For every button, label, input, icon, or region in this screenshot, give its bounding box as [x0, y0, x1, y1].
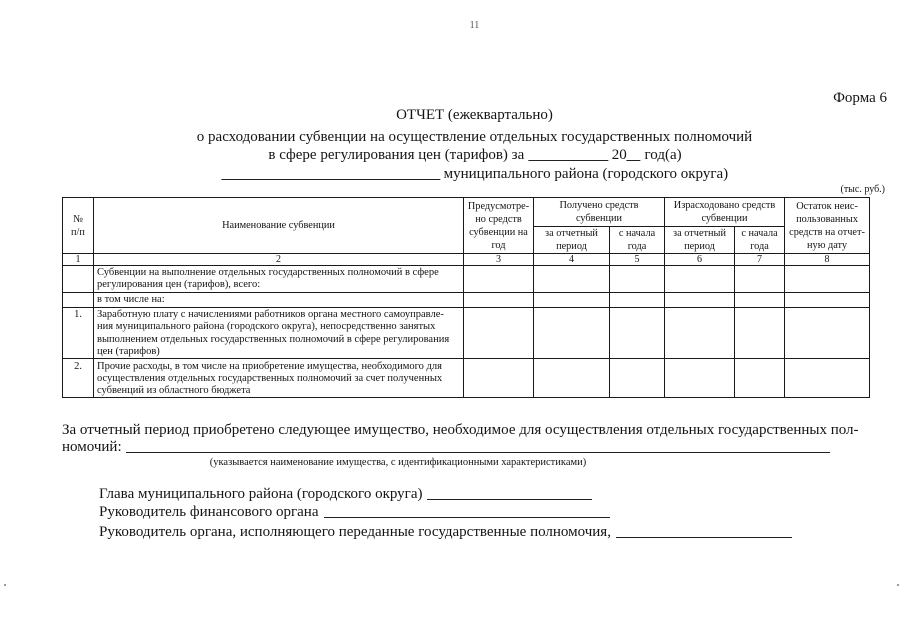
header-subline: года [627, 241, 647, 252]
header-name-label: Наименование субвенции [222, 220, 335, 231]
cell-received-period [534, 359, 610, 398]
column-number: 6 [665, 254, 735, 266]
property-note-line2 [62, 439, 830, 456]
row-name-line: Заработную плату с начислениями работников органа местного самоуправле- [97, 308, 444, 320]
header-balance-line: ную дату [807, 239, 848, 251]
header-cell-received [534, 198, 665, 227]
header-spent-line: субвенции [701, 213, 748, 224]
cell-received-ytd [610, 292, 665, 307]
header-received-line: субвенции [575, 213, 623, 224]
cell-planned [464, 292, 534, 307]
column-number: 1 [63, 254, 94, 266]
cell-spent-ytd [735, 266, 785, 293]
header-subline: года [750, 241, 769, 252]
scan-mark [4, 584, 6, 586]
cell-spent-period [665, 359, 735, 398]
signature-head-label: Глава муниципального района (городского округа) [99, 486, 423, 502]
row-number-cell [63, 266, 94, 293]
municipality-blank [221, 169, 440, 180]
cell-spent-period [665, 292, 735, 307]
column-number: 8 [785, 254, 870, 266]
property-caption: (указывается наименование имущества, с идентификационными характеристиками) [209, 457, 587, 468]
property-note-line1: За отчетный период приобретено следующее имущество, необходимое для осуществления отдельных государственных пол- [62, 422, 859, 438]
header-row [63, 198, 870, 227]
signature-executor [99, 524, 792, 541]
row-name-cell [94, 307, 464, 359]
municipality-line-suffix: муниципального района (городского округа) [443, 166, 729, 182]
cell-spent-period [665, 307, 735, 359]
cell-planned [464, 266, 534, 293]
header-balance-line: пользованных [796, 213, 858, 225]
header-received-line: Получено средств [559, 200, 639, 211]
header-cell-balance [785, 198, 870, 254]
header-num-line: № [73, 213, 83, 225]
column-number: 4 [534, 254, 610, 266]
property-note-line2-text: номочий: [62, 439, 122, 455]
header-cell-spent [665, 198, 785, 227]
cell-received-ytd [610, 266, 665, 293]
property-blank [126, 442, 830, 453]
cell-received-ytd [610, 307, 665, 359]
column-number: 5 [610, 254, 665, 266]
header-planned-line: но средств [475, 213, 522, 225]
period-line [268, 147, 681, 164]
cell-spent-ytd [735, 292, 785, 307]
signature-executor-label: Руководитель органа, исполняющего переданные государственные полномочия, [99, 524, 611, 540]
table-row-including [63, 292, 870, 307]
cell-received-ytd [610, 359, 665, 398]
header-planned-line: год [491, 239, 506, 251]
cell-planned [464, 359, 534, 398]
row-name-line: выполнением отдельных государственных полномочий в сфере регулирования [97, 333, 450, 345]
header-cell-name [94, 198, 464, 254]
row-name-cell [94, 266, 464, 293]
scan-mark [897, 584, 899, 586]
period-year-prefix: 20 [611, 147, 627, 163]
header-planned-line: субвенции на [469, 226, 528, 238]
cell-balance [785, 307, 870, 359]
row-name-line: Прочие расходы, в том числе на приобретение имущества, необходимого для [97, 361, 442, 373]
row-number-cell: 1. [63, 307, 94, 359]
cell-received-period [534, 307, 610, 359]
cell-spent-period [665, 266, 735, 293]
signature-head-blank [427, 489, 592, 500]
header-subline: период [684, 241, 715, 252]
cell-balance [785, 266, 870, 293]
cell-spent-ytd [735, 359, 785, 398]
column-numbers-row [63, 254, 870, 266]
row-number-cell: 2. [63, 359, 94, 398]
form-label: Форма 6 [833, 90, 887, 106]
signature-finance-blank [324, 507, 610, 518]
table-row [63, 359, 870, 398]
row-name-line: осуществления отдельных государственных полномочий за счет полученных [97, 373, 443, 385]
row-number-cell [63, 292, 94, 307]
header-cell-planned [464, 198, 534, 254]
table-row-total [63, 266, 870, 293]
signature-finance [99, 504, 610, 521]
header-spent-line: Израсходовано средств [673, 200, 776, 211]
report-subtitle: о расходовании субвенции на осуществление отдельных государственных полномочий [196, 129, 753, 145]
row-name-line: в том числе на: [97, 293, 165, 305]
header-num-line: п/п [71, 226, 85, 238]
cell-received-period [534, 266, 610, 293]
page-number: 11 [469, 20, 480, 31]
header-cell-spent-period [665, 227, 735, 254]
period-blank [528, 150, 608, 161]
signature-executor-blank [616, 527, 792, 538]
header-cell-received-period [534, 227, 610, 254]
header-cell-num [63, 198, 94, 254]
header-planned-line: Предусмотре- [467, 200, 530, 212]
units-label: (тыс. руб.) [840, 184, 885, 195]
header-cell-received-ytd [610, 227, 665, 254]
municipality-line [221, 166, 728, 183]
row-name-line: ния муниципального района (городского округа), непосредственно занятых [97, 321, 436, 333]
cell-spent-ytd [735, 307, 785, 359]
cell-balance [785, 359, 870, 398]
cell-received-period [534, 292, 610, 307]
column-number: 3 [464, 254, 534, 266]
header-subline: за отчетный [545, 228, 598, 239]
row-name-cell [94, 292, 464, 307]
signature-finance-label: Руководитель финансового органа [99, 504, 319, 520]
header-subline: с начала [618, 228, 656, 239]
year-blank [627, 150, 641, 161]
column-number: 7 [735, 254, 785, 266]
cell-balance [785, 292, 870, 307]
header-subline: период [556, 241, 587, 252]
period-line-prefix: в сфере регулирования цен (тарифов) за [268, 147, 525, 163]
report-table [62, 197, 870, 398]
header-cell-spent-ytd [735, 227, 785, 254]
row-name-cell [94, 359, 464, 398]
header-balance-line: Остаток неис- [796, 200, 858, 212]
table-row [63, 307, 870, 359]
row-name-line: Субвенции на выполнение отдельных государственных полномочий в сфере [97, 267, 439, 278]
cell-planned [464, 307, 534, 359]
header-subline: за отчетный [673, 228, 726, 239]
signature-head [99, 486, 592, 503]
row-name-line: субвенций из областного бюджета [97, 385, 251, 397]
period-line-suffix: год(а) [644, 147, 682, 163]
column-number: 2 [94, 254, 464, 266]
header-balance-line: средств на отчет- [789, 226, 865, 238]
report-title: ОТЧЕТ (ежеквартально) [396, 107, 553, 123]
header-subline: с начала [741, 228, 778, 239]
row-name-line: регулирования цен (тарифов), всего: [97, 279, 261, 291]
row-name-line: цен (тарифов) [97, 346, 160, 358]
